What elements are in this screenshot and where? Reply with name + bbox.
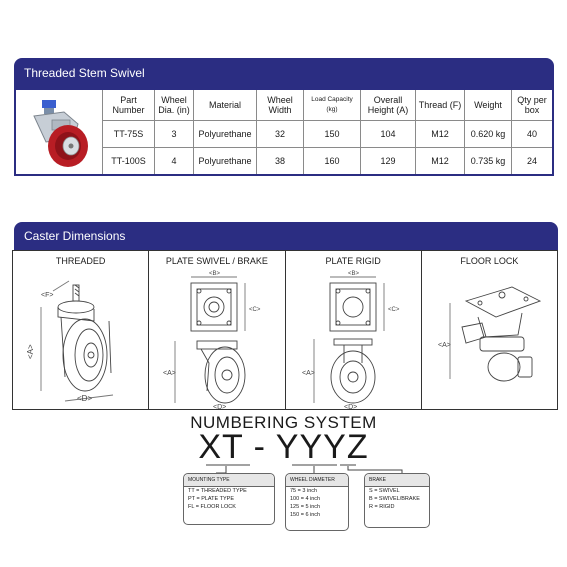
cell-qty: 40: [512, 121, 554, 148]
dim-b-label: <B>: [347, 271, 359, 277]
dim-c-label: <C>: [387, 307, 399, 313]
dim-label-plate-swivel: PLATE SWIVEL / BRAKE: [165, 256, 268, 266]
list-item: R = RIGID: [369, 504, 395, 510]
dim-a-label: <A>: [26, 344, 35, 359]
numbering-title: NUMBERING SYSTEM: [190, 413, 377, 432]
list-item: PT = PLATE TYPE: [188, 496, 235, 502]
list-item: FL = FLOOR LOCK: [188, 504, 236, 510]
list-item: S = SWIVEL: [369, 488, 400, 494]
cell-wheel-dia: 4: [155, 147, 194, 175]
dim-a-label: <A>: [301, 370, 315, 377]
col-overall-height: Overall Height (A): [361, 89, 416, 121]
dim-a-label: <A>: [163, 370, 177, 377]
brake-box: [364, 473, 430, 528]
cell-qty: 24: [512, 147, 554, 175]
cell-weight: 0.620 kg: [465, 121, 512, 148]
cell-part-number: TT-100S: [103, 147, 155, 175]
cell-thread: M12: [416, 121, 465, 148]
cell-load-capacity: 160: [304, 147, 361, 175]
cell-thread: M12: [416, 147, 465, 175]
dim-label-floor-lock: FLOOR LOCK: [460, 256, 519, 266]
col-wheel-dia: Wheel Dia. (in): [155, 89, 194, 121]
col-qty: Qty per box: [512, 89, 554, 121]
cell-load-capacity: 150: [304, 121, 361, 148]
cell-overall-height: 104: [361, 121, 416, 148]
dim-d-label: <D>: [343, 404, 357, 409]
list-item: TT = THREADED TYPE: [188, 488, 247, 494]
cell-wheel-width: 32: [257, 121, 304, 148]
numbering-code: XT - YYYZ: [198, 428, 369, 466]
cell-wheel-width: 38: [257, 147, 304, 175]
list-item: 100 = 4 inch: [290, 496, 321, 502]
cell-weight: 0.735 kg: [465, 147, 512, 175]
col-thread: Thread (F): [416, 89, 465, 121]
cell-overall-height: 129: [361, 147, 416, 175]
list-item: 125 = 5 inch: [290, 504, 321, 510]
col-wheel-width: Wheel Width: [257, 89, 304, 121]
dimensions-section-title: Caster Dimensions: [24, 229, 126, 243]
col-part-number: Part Number: [103, 89, 155, 121]
dim-c-label: <C>: [249, 307, 261, 313]
dim-label-threaded: THREADED: [55, 256, 106, 266]
cell-part-number: TT-75S: [103, 121, 155, 148]
list-item: B = SWIVEL/BRAKE: [369, 496, 420, 502]
spec-section-title: Threaded Stem Swivel: [24, 66, 145, 80]
cell-material: Polyurethane: [194, 121, 257, 148]
brake-title: BRAKE: [365, 474, 429, 487]
mounting-type-title: MOUNTING TYPE: [184, 474, 274, 487]
dim-f-label: <F>: [41, 292, 54, 299]
dim-label-plate-rigid: PLATE RIGID: [325, 256, 381, 266]
dim-d-label: <D>: [77, 394, 93, 403]
cell-wheel-dia: 3: [155, 121, 194, 148]
list-item: 75 = 3 inch: [290, 488, 318, 494]
list-item: 150 = 6 inch: [290, 512, 321, 518]
mounting-type-box: [183, 473, 275, 525]
wheel-diameter-box: [285, 473, 349, 531]
wheel-diameter-title: WHEEL DIAMETER: [286, 474, 348, 487]
col-material: Material: [194, 89, 257, 121]
dim-d-label: <D>: [213, 404, 227, 409]
col-load-capacity: Load Capacity (kg): [304, 89, 361, 121]
dim-a-label: <A>: [437, 342, 451, 349]
cell-material: Polyurethane: [194, 147, 257, 175]
dim-b-label: <B>: [209, 271, 221, 277]
col-weight: Weight: [465, 89, 512, 121]
